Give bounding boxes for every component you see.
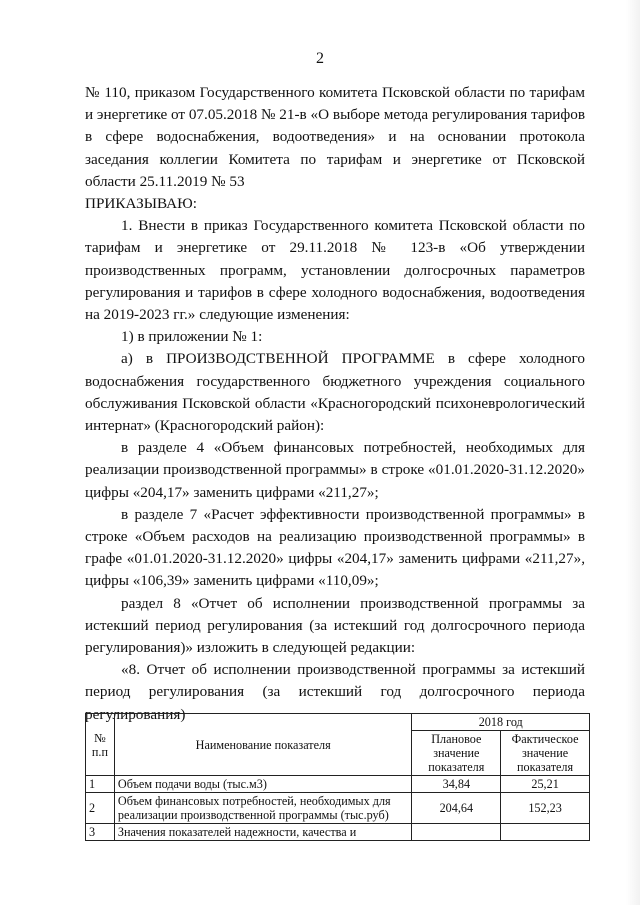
table-row bbox=[86, 776, 590, 793]
header-name: Наименование показателя bbox=[114, 714, 412, 776]
document-body bbox=[85, 82, 585, 726]
paragraph-section-8-title: «8. Отчет об исполнении производственной программы за истекший период регулирования (за истекший год долгосрочного периода регулирования) bbox=[85, 661, 585, 723]
row-num: 1 bbox=[86, 776, 115, 793]
report-table bbox=[85, 713, 590, 841]
row-plan: 34,84 bbox=[412, 776, 501, 793]
paragraph-section-7: в разделе 7 «Расчет эффективности производственной программы» в строке «Объем расходов на реализацию производственной программы» в графе «01.01.2020-31.12.2020» цифры «204,17» заменить цифрами «211,27», цифры «106,39» заменить цифрами «110,09»; bbox=[85, 505, 585, 590]
page-number: 2 bbox=[316, 50, 324, 67]
table-row bbox=[86, 793, 590, 824]
paragraph-appendix: 1) в приложении № 1: bbox=[121, 328, 263, 346]
table-header-row bbox=[86, 714, 590, 731]
header-num: № п.п bbox=[86, 714, 115, 776]
scan-edge bbox=[626, 0, 640, 905]
paragraph-section-4: в разделе 4 «Объем финансовых потребностей, необходимых для реализации производственной программы» в строке «01.01.2020-31.12.2020» цифры «204,17» заменить цифрами «211,27»; bbox=[85, 439, 585, 501]
table-row bbox=[86, 824, 590, 841]
paragraph-program: а) в ПРОИЗВОДСТВЕННОЙ ПРОГРАММЕ в сфере холодного водоснабжения государственного бюджетного учреждения социального обслуживания Псковской области «Красногородский психоневрологический интернат» (Красногородский район): bbox=[85, 350, 585, 435]
row-plan bbox=[412, 824, 501, 841]
row-plan: 204,64 bbox=[412, 793, 501, 824]
header-year: 2018 год bbox=[412, 714, 590, 731]
row-fact: 152,23 bbox=[501, 793, 590, 824]
row-name: Объем финансовых потребностей, необходимых для реализации производственной программы (тыс.руб) bbox=[114, 793, 412, 824]
row-num: 3 bbox=[86, 824, 115, 841]
header-fact: Фактическое значение показателя bbox=[501, 731, 590, 776]
row-num: 2 bbox=[86, 793, 115, 824]
row-name: Значения показателей надежности, качества и bbox=[114, 824, 412, 841]
row-fact bbox=[501, 824, 590, 841]
header-plan: Плановое значение показателя bbox=[412, 731, 501, 776]
paragraph-section-8: раздел 8 «Отчет об исполнении производственной программы за истекший период регулирования (за истекший год долгосрочного периода регулирования)» изложить в следующей редакции: bbox=[85, 594, 585, 657]
row-fact: 25,21 bbox=[501, 776, 590, 793]
row-name: Объем подачи воды (тыс.м3) bbox=[114, 776, 412, 793]
paragraph-preamble: № 110, приказом Государственного комитета Псковской области по тарифам и энергетике от 07.05.2018 № 21-в «О выборе метода регулирования тарифов в сфере водоснабжения, водоотведения» и на основании протокола заседания коллегии Комитета по тарифам и энергетике от Псковской области 25.11.2019 № 53 bbox=[85, 84, 585, 190]
paragraph-order-word: ПРИКАЗЫВАЮ: bbox=[85, 195, 197, 213]
paragraph-item-1: 1. Внести в приказ Государственного комитета Псковской области по тарифам и энергетике от 29.11.2018 № 123-в «Об утверждении производственных программ, установлении долгосрочных параметров регулирования и тарифов в сфере холодного водоснабжения, водоотведения на 2019-2023 гг.» следующие изменения: bbox=[85, 217, 585, 324]
